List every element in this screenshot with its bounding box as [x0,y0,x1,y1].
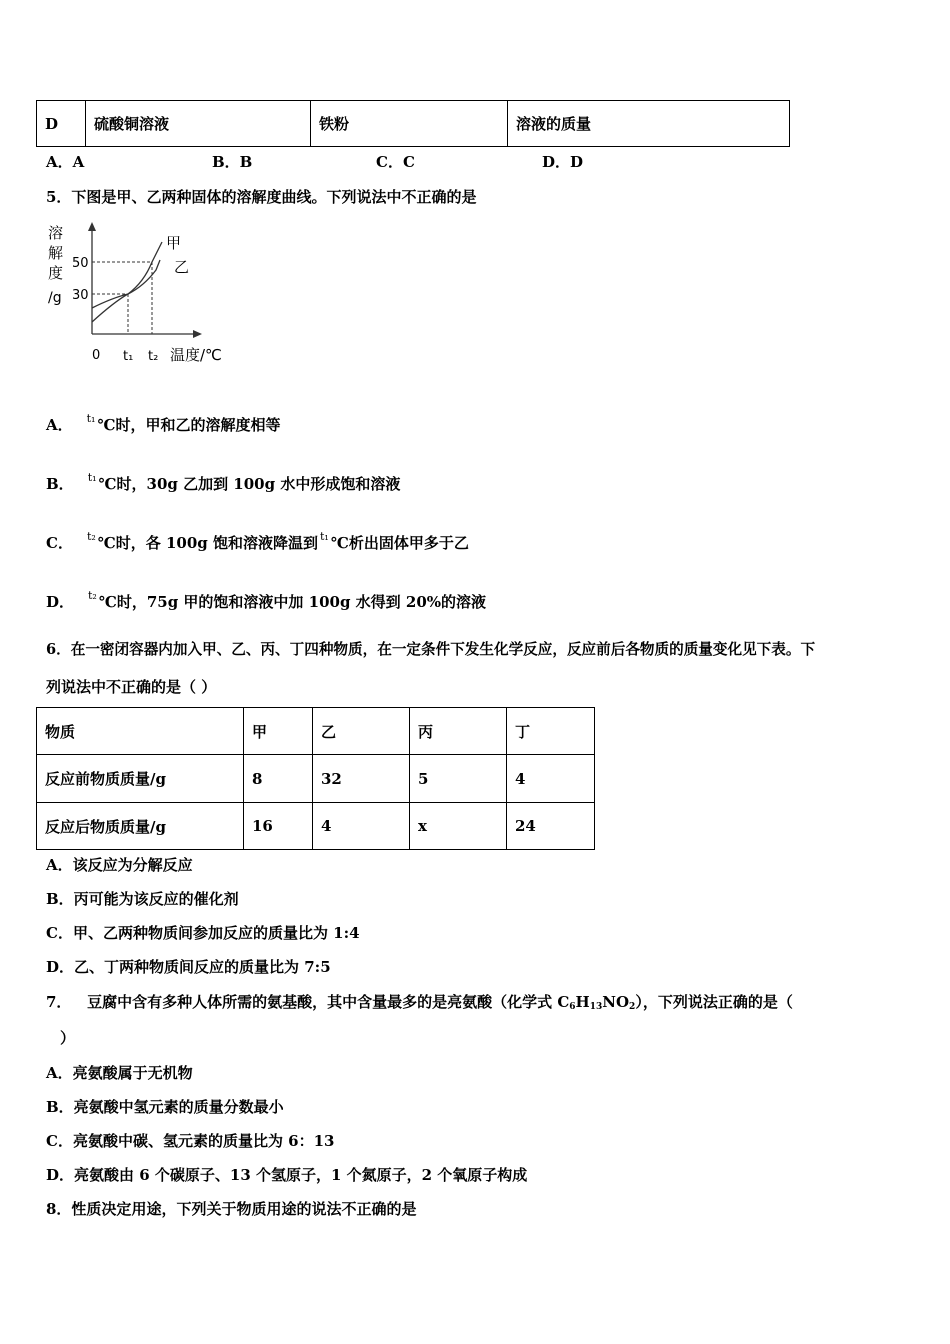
q6-stem-line1: 6．在一密闭容器内加入甲、乙、丙、丁四种物质，在一定条件下发生化学反应，反应前后各物质的质量变化见下表。下 [46,641,816,658]
table-header-row [37,708,595,755]
q4-option-b[interactable]: B．B [212,153,253,171]
q6-option-d[interactable]: D．乙、丁两种物质间反应的质量比为 7:5 [46,958,331,976]
q5-stem: 5．下图是甲、乙两种固体的溶解度曲线。下列说法中不正确的是 [46,188,477,206]
q6-option-a[interactable]: A．该反应为分解反应 [46,856,193,874]
q4-cell: 硫酸铜溶液 [86,101,311,147]
xtick-t1: t₁ [123,349,134,364]
q6-table [36,707,595,850]
q4-cell: D [37,101,86,147]
formula-sub: 13 [589,1002,603,1012]
ylabel-4: /g [48,290,62,306]
table-cell: 32 [313,755,410,803]
formula-sub: 2 [629,1002,636,1012]
table-cell: 16 [244,803,313,850]
q7-option-a[interactable]: A．亮氨酸属于无机物 [46,1064,193,1082]
option-label: A． [46,416,73,434]
q4-option-a[interactable]: A．A [46,153,85,171]
table-header-cell: 甲 [244,708,313,755]
solubility-graph [44,212,244,372]
table-header-cell: 乙 [313,708,410,755]
option-text: ℃时，75g 甲的饱和溶液中加 100g 水得到 20%的溶液 [98,593,487,611]
q7-option-d[interactable]: D．亮氨酸由 6 个碳原子、13 个氢原子，1 个氮原子，2 个氧原子构成 [46,1166,528,1184]
q5-option-a[interactable] [46,414,280,435]
ylabel-1: 溶 [48,224,64,242]
formula-h: H [575,993,590,1011]
q5-option-b[interactable] [46,473,400,494]
origin-label: 0 [92,348,101,363]
q7-stem-a: 7． 豆腐中含有多种人体所需的氨基酸，其中含量最多的是亮氨酸（化学式 C [46,993,570,1011]
q6-stem-line2: 列说法中不正确的是（ ） [46,678,217,696]
option-label: D． [46,593,75,611]
q4-cell: 铁粉 [311,101,508,147]
table-cell: 反应后物质质量/g [37,803,244,850]
q6-option-b[interactable]: B．丙可能为该反应的催化剂 [46,890,239,908]
table-cell: 4 [507,755,595,803]
temp-symbol: t₁ [320,530,329,543]
q4-option-d[interactable]: D．D [542,153,584,171]
series-label-jia: 甲 [166,234,182,252]
q7-option-c[interactable]: C．亮氨酸中碳、氢元素的质量比为 6：13 [46,1132,335,1150]
q4-table [36,100,790,147]
ytick-50: 50 [72,256,89,271]
option-label: B． [46,475,74,493]
xtick-t2: t₂ [148,349,159,364]
y-axis-arrow [88,222,96,231]
formula-sub: 6 [569,1002,576,1012]
temp-symbol: t₁ [86,412,96,425]
table-cell: 8 [244,755,313,803]
table-row [37,803,595,850]
q8-stem: 8．性质决定用途，下列关于物质用途的说法不正确的是 [46,1200,417,1218]
q4-cell: 溶液的质量 [508,101,790,147]
table-cell: 5 [410,755,507,803]
q7-stem-b: ），下列说法正确的是（ [635,993,793,1011]
x-axis-arrow [193,330,202,338]
xlabel: 温度/℃ [170,346,222,364]
table-cell: 4 [313,803,410,850]
temp-symbol: t₂ [86,530,96,543]
q4-table-row [37,101,790,147]
temp-symbol: t₂ [88,589,97,602]
ytick-30: 30 [72,288,89,303]
q5-option-d[interactable] [46,591,486,612]
q6-option-c[interactable]: C．甲、乙两种物质间参加反应的质量比为 1:4 [46,924,360,942]
option-label: C． [46,534,73,552]
temp-symbol: t₁ [87,471,97,484]
option-text: ℃析出固体甲多于乙 [330,534,469,552]
table-header-cell: 丁 [507,708,595,755]
q7-option-b[interactable]: B．亮氨酸中氢元素的质量分数最小 [46,1098,284,1116]
ylabel-3: 度 [48,264,64,282]
table-header-cell: 丙 [410,708,507,755]
ylabel-2: 解 [48,244,64,262]
table-cell: 24 [507,803,595,850]
q7-stem [46,991,793,1012]
q4-option-c[interactable]: C．C [376,153,415,171]
formula-no: NO [602,993,630,1011]
option-text: ℃时，30g 乙加到 100g 水中形成饱和溶液 [98,475,401,493]
table-cell: 反应前物质质量/g [37,755,244,803]
q7-stem-line2: ） [60,1029,76,1047]
series-label-yi: 乙 [174,258,190,276]
option-text: ℃时，各 100g 饱和溶液降温到 [97,534,319,552]
table-header-cell: 物质 [37,708,244,755]
table-row [37,755,595,803]
table-cell: x [410,803,507,850]
q5-option-c[interactable] [46,532,469,553]
option-text: ℃时，甲和乙的溶解度相等 [97,416,281,434]
